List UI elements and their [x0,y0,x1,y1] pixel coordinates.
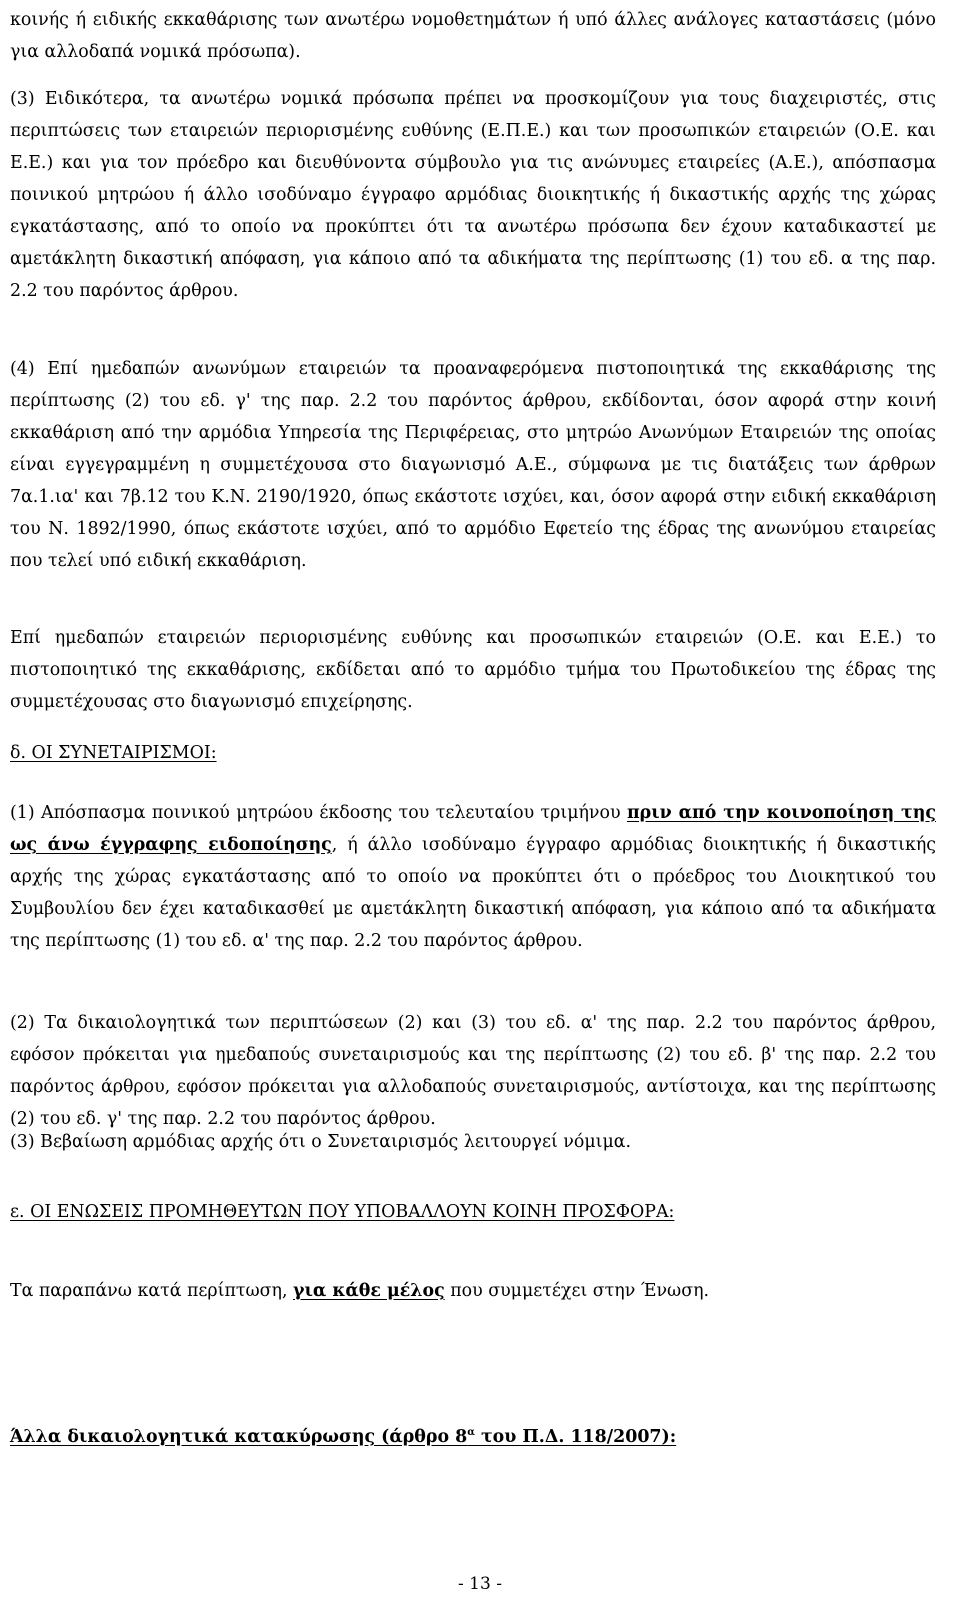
paragraph-epe: Επί ημεδαπών εταιρειών περιορισμένης ευθύνης και προσωπικών εταιρειών (Ο.Ε. και Ε.Ε.) το πιστοποιητικό της εκκαθάρισης, εκδίδεται από το αρμόδιο τμήμα του Πρωτοδικείου της έδρας της συμμετέχουσας στο διαγωνισμό επιχείρησης. [10,628,936,712]
e-end: που συμμετέχει στην Ένωση. [444,1281,710,1301]
heading-delta: δ. ΟΙ ΣΥΝΕΤΑΙΡΙΣΜΟΙ: [10,743,217,763]
heading-other [10,1427,676,1447]
d1-start: (1) Απόσπασμα ποινικού μητρώου έκδοσης του τελευταίου τριμήνου [10,803,627,823]
paragraph-3: (3) Ειδικότερα, τα ανωτέρω νομικά πρόσωπα πρέπει να προσκομίζουν για τους διαχειριστές, στις περιπτώσεις των εταιρειών περιορισμένης ευθύνης (Ε.Π.Ε.) και των προσωπικών εταιρειών (Ο.Ε. και Ε.Ε.) και για τον πρόεδρο και διευθύνοντα σύμβουλο για τις ανώνυμες εταιρείες (Α.Ε.), απόσπασμα ποινικού μητρώου ή άλλο ισοδύναμο έγγραφο αρμόδιας διοικητικής ή δικαστικής αρχής της χώρας εγκατάστασης, από το οποίο να προκύπτει ότι τα ανωτέρω πρόσωπα δεν έχουν καταδικαστεί με αμετάκλητη δικαστική απόφαση, για κάποιο από τα αδικήματα της περίπτωσης (1) του εδ. α της παρ. 2.2 του παρόντος άρθρου. [10,89,936,301]
d1-end: , ή άλλο ισοδύναμο έγγραφο αρμόδιας διοικητικής ή δικαστικής αρχής της χώρας εγκατάστασης από το οποίο να προκύπτει ότι ο πρόεδρος του Διοικητικού του Συμβουλίου δεν έχει καταδικασθεί με αμετάκλητη δικαστική απόφαση, για κάποιο από τα αδικήματα της περίπτωσης (1) του εδ. α' της παρ. 2.2 του παρόντος άρθρου. [10,835,936,951]
heading-epsilon: ε. ΟΙ ΕΝΩΣΕΙΣ ΠΡΟΜΗΘΕΥΤΩΝ ΠΟΥ ΥΠΟΒΑΛΛΟΥΝ ΚΟΙΝΗ ΠΡΟΣΦΟΡΑ: [10,1202,675,1222]
paragraph-d1 [10,797,936,957]
d1-emphasis: πριν από την κοινοποίηση της ως άνω έγγραφης ειδοποίησης [10,803,936,855]
heading-delta-wrapper [10,737,936,769]
heading-other-wrapper [10,1421,936,1453]
paragraph-d3: (3) Βεβαίωση αρμόδιας αρχής ότι ο Συνεταιρισμός λειτουργεί νόμιμα. [10,1132,632,1152]
heading-other-b: του Π.Δ. 118/2007): [474,1427,677,1447]
heading-other-sup: α [467,1427,475,1438]
e-start: Τα παραπάνω κατά περίπτωση, [10,1281,294,1301]
intro-paragraph: κοινής ή ειδικής εκκαθάρισης των ανωτέρω νομοθετημάτων ή υπό άλλες ανάλογες καταστάσεις (μόνο για αλλοδαπά νομικά πρόσωπα). [10,10,936,62]
page-number: - 13 - [458,1574,502,1594]
heading-other-a: Άλλα δικαιολογητικά κατακύρωσης (άρθρο 8 [10,1427,468,1447]
paragraph-d2: (2) Τα δικαιολογητικά των περιπτώσεων (2) και (3) του εδ. α' της παρ. 2.2 του παρόντος άρθρου, εφόσον πρόκειται για ημεδαπούς συνεταιρισμούς και της περίπτωσης (2) του εδ. β' της παρ. 2.2 του παρόντος άρθρου, εφόσον πρόκειται για αλλοδαπούς συνεταιρισμούς, αντίστοιχα, και της περίπτωσης (2) του εδ. γ' της παρ. 2.2 του παρόντος άρθρου. [10,1013,936,1129]
e-emphasis: για κάθε μέλος [293,1281,445,1301]
paragraph-e [10,1275,936,1307]
paragraph-4: (4) Επί ημεδαπών ανωνύμων εταιρειών τα προαναφερόμενα πιστοποιητικά της εκκαθάρισης της περίπτωσης (2) του εδ. γ' της παρ. 2.2 του παρόντος άρθρου, εκδίδονται, όσον αφορά στην κοινή εκκαθάριση από την αρμόδια Υπηρεσία της Περιφέρειας, στο μητρώο Ανωνύμων Εταιρειών της οποίας είναι εγγεγραμμένη η συμμετέχουσα στο διαγωνισμό Α.Ε., σύμφωνα με τις διατάξεις των άρθρων 7α.1.ια' και 7β.12 του Κ.Ν. 2190/1920, όπως εκάστοτε ισχύει, και, όσον αφορά στην ειδική εκκαθάριση του Ν. 1892/1990, όπως εκάστοτε ισχύει, από το αρμόδιο Εφετείο της έδρας της ανωνύμου εταιρείας που τελεί υπό ειδική εκκαθάριση. [10,359,936,571]
heading-epsilon-wrapper [10,1196,936,1228]
